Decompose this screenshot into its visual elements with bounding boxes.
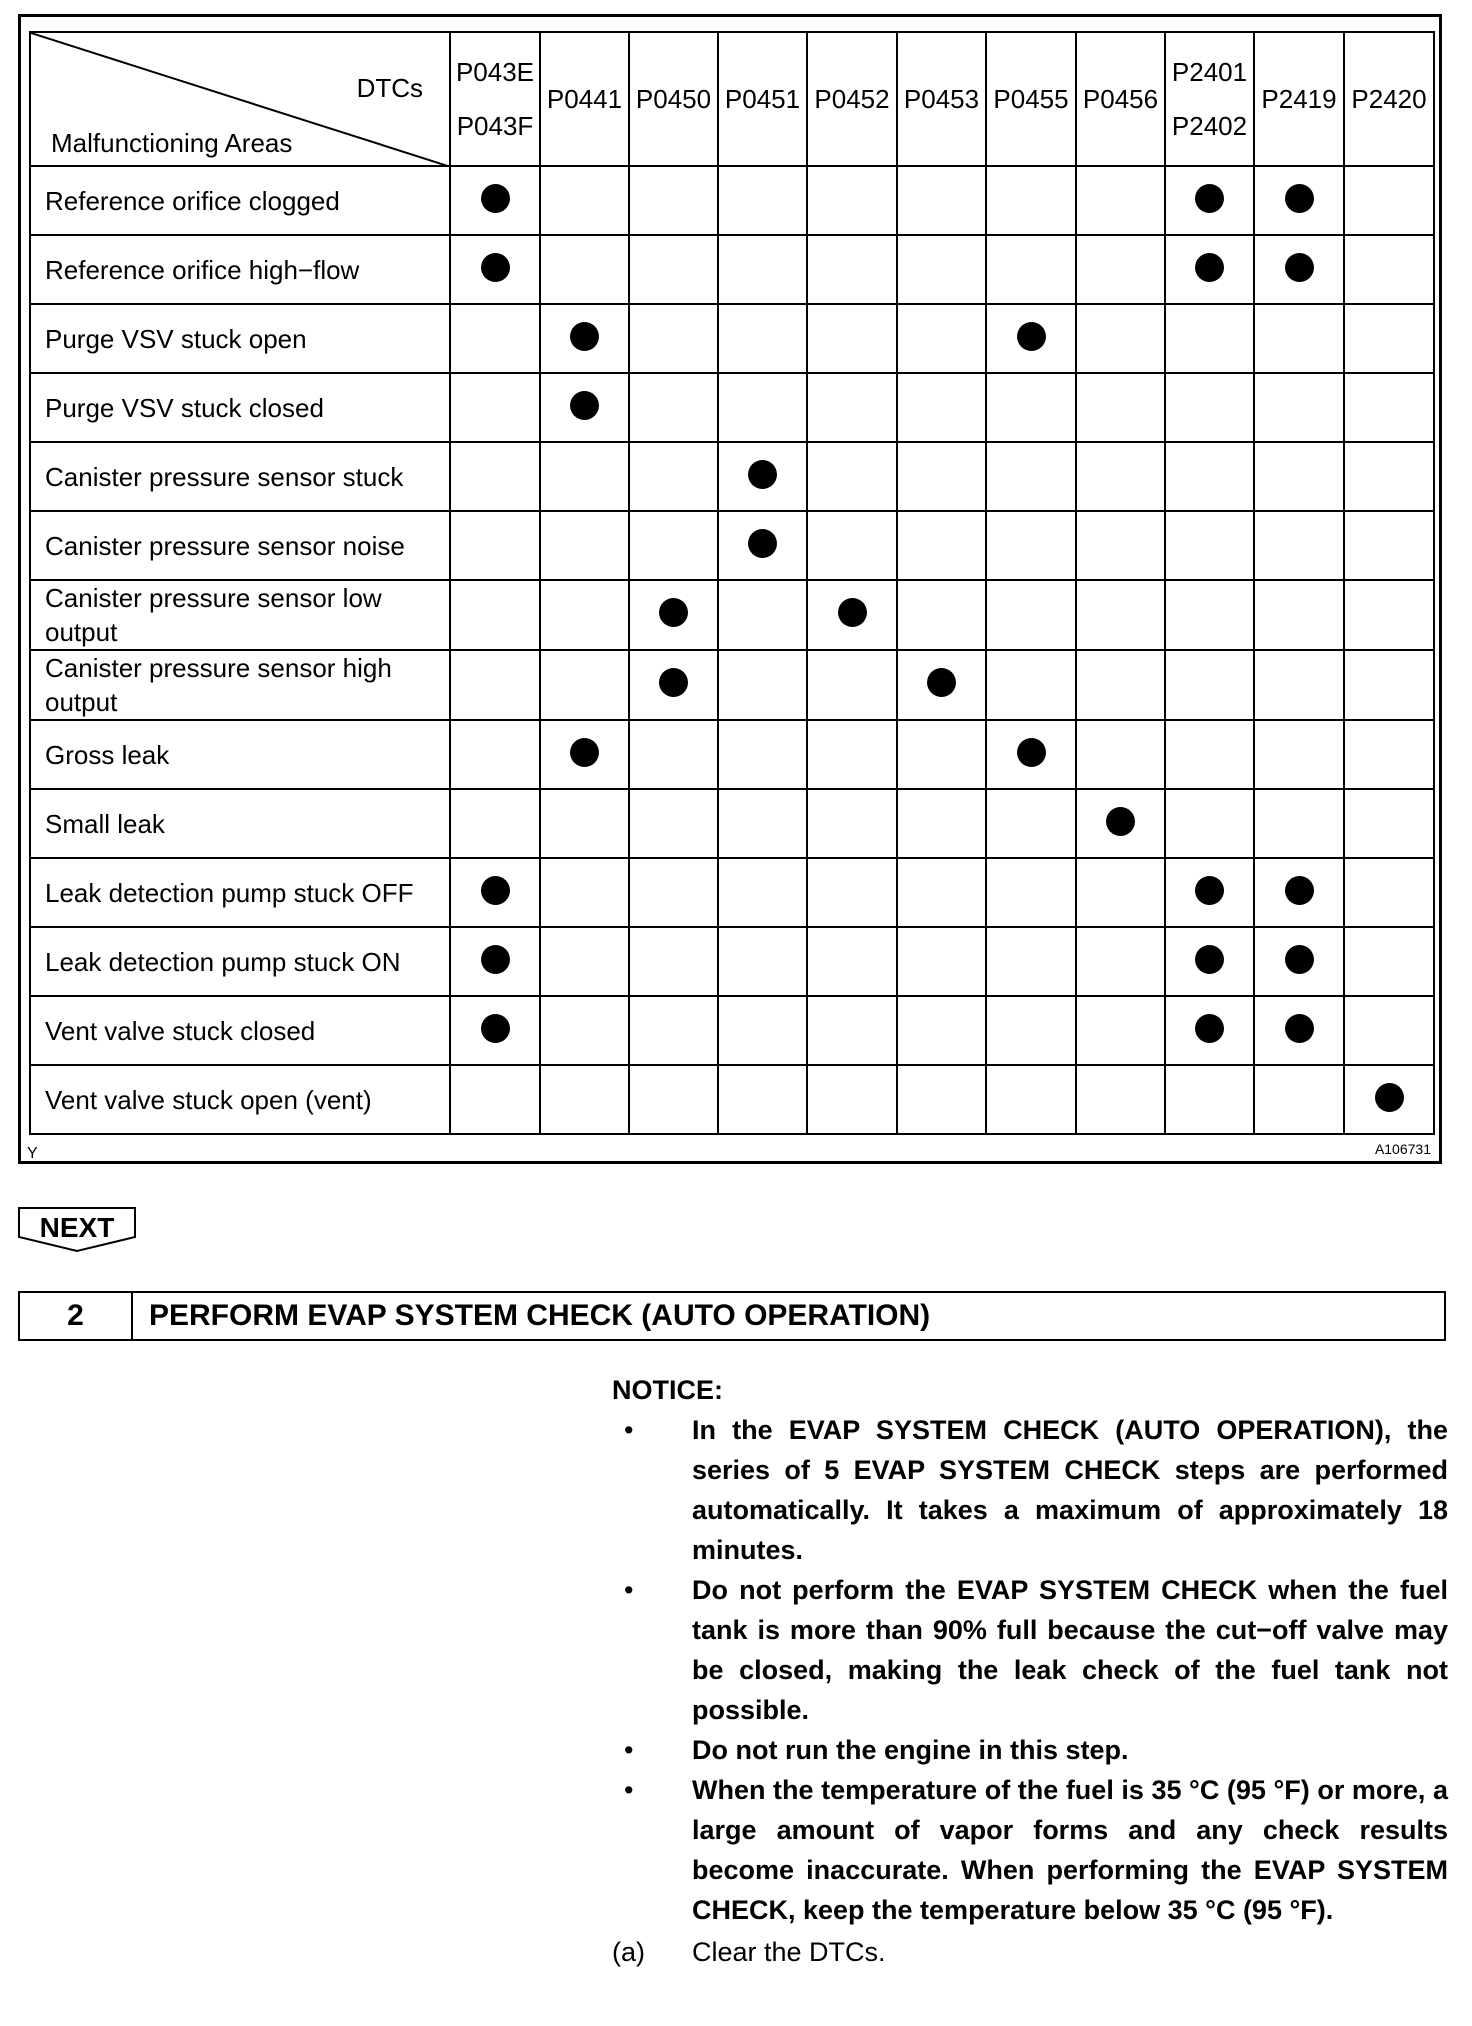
malfunction-area: Small leak — [30, 789, 450, 858]
matrix-cell — [1165, 927, 1254, 996]
matrix-cell — [450, 650, 540, 720]
matrix-cell — [807, 580, 897, 650]
matrix-cell — [629, 1065, 718, 1134]
dtc-matrix-figure — [18, 14, 1442, 1164]
matrix-cell — [1254, 789, 1344, 858]
applicable-dot-icon — [481, 184, 510, 213]
applicable-dot-icon — [1285, 184, 1314, 213]
matrix-cell — [629, 858, 718, 927]
matrix-cell — [718, 789, 807, 858]
matrix-cell — [540, 720, 629, 789]
matrix-cell — [1076, 235, 1165, 304]
matrix-cell — [450, 580, 540, 650]
matrix-cell — [1254, 996, 1344, 1065]
applicable-dot-icon — [1285, 253, 1314, 282]
matrix-cell — [540, 166, 629, 235]
matrix-cell — [1076, 442, 1165, 511]
dtc-column-header — [540, 32, 629, 166]
matrix-cell — [1254, 235, 1344, 304]
matrix-cell — [986, 373, 1076, 442]
figure-id: A106731 — [1374, 1141, 1431, 1157]
matrix-cell — [807, 1065, 897, 1134]
dtc-column-header — [629, 32, 718, 166]
matrix-cell — [540, 927, 629, 996]
matrix-cell — [1165, 789, 1254, 858]
matrix-cell — [986, 650, 1076, 720]
matrix-cell — [718, 166, 807, 235]
dtc-column-header — [897, 32, 986, 166]
matrix-cell — [1344, 373, 1434, 442]
matrix-cell — [1165, 511, 1254, 580]
matrix-cell — [986, 996, 1076, 1065]
matrix-cell — [986, 235, 1076, 304]
matrix-cell — [807, 858, 897, 927]
matrix-cell — [1254, 650, 1344, 720]
matrix-cell — [897, 166, 986, 235]
matrix-cell — [718, 511, 807, 580]
matrix-cell — [629, 720, 718, 789]
matrix-cell — [1254, 1065, 1344, 1134]
matrix-cell — [897, 789, 986, 858]
applicable-dot-icon — [1106, 807, 1135, 836]
malfunction-area: Vent valve stuck open (vent) — [30, 1065, 450, 1134]
step-header — [18, 1291, 1446, 1341]
matrix-cell — [807, 166, 897, 235]
dtc-code: P0452 — [814, 84, 890, 114]
matrix-cell — [718, 650, 807, 720]
dtc-column-header — [986, 32, 1076, 166]
matrix-cell — [807, 996, 897, 1065]
dtc-code: P2401 — [1171, 57, 1248, 87]
notice-item — [612, 1770, 1448, 1930]
matrix-cell — [629, 650, 718, 720]
matrix-cell — [897, 996, 986, 1065]
matrix-cell — [1344, 442, 1434, 511]
bullet-icon: • — [624, 1735, 634, 1765]
dtc-code: P0455 — [993, 84, 1069, 114]
notice-block — [612, 1370, 1448, 1972]
matrix-cell — [540, 996, 629, 1065]
table-row — [30, 166, 1434, 235]
matrix-cell — [807, 511, 897, 580]
matrix-cell — [450, 373, 540, 442]
table-row — [30, 235, 1434, 304]
applicable-dot-icon — [927, 668, 956, 697]
matrix-cell — [1076, 373, 1165, 442]
matrix-cell — [986, 789, 1076, 858]
matrix-cell — [718, 373, 807, 442]
matrix-cell — [450, 996, 540, 1065]
matrix-cell — [629, 235, 718, 304]
matrix-cell — [450, 1065, 540, 1134]
matrix-cell — [540, 511, 629, 580]
matrix-cell — [1254, 304, 1344, 373]
matrix-cell — [1254, 720, 1344, 789]
notice-text: In the EVAP SYSTEM CHECK (AUTO OPERATION), the series of 5 EVAP SYSTEM CHECK steps are performed automatically. It takes a maximum of approximately 18 minutes. — [692, 1415, 1448, 1565]
dtc-code: P0453 — [903, 84, 980, 114]
matrix-cell — [1344, 166, 1434, 235]
matrix-cell — [1076, 789, 1165, 858]
matrix-cell — [1076, 927, 1165, 996]
matrix-cell — [1344, 235, 1434, 304]
applicable-dot-icon — [1285, 1014, 1314, 1043]
applicable-dot-icon — [1017, 322, 1046, 351]
matrix-cell — [1165, 442, 1254, 511]
matrix-cell — [540, 442, 629, 511]
notice-list — [612, 1410, 1448, 1930]
matrix-cell — [897, 511, 986, 580]
matrix-cell — [1344, 858, 1434, 927]
table-row — [30, 304, 1434, 373]
substep-a — [612, 1932, 1448, 1972]
dtc-code: P0450 — [635, 84, 712, 114]
matrix-cell — [986, 442, 1076, 511]
applicable-dot-icon — [481, 876, 510, 905]
figure-corner-label: Y — [27, 1145, 38, 1162]
step-number: 2 — [20, 1293, 133, 1339]
table-row — [30, 720, 1434, 789]
matrix-cell — [718, 442, 807, 511]
matrix-cell — [807, 235, 897, 304]
dtc-code: P0451 — [724, 84, 801, 114]
malfunction-area: Vent valve stuck closed — [30, 996, 450, 1065]
matrix-cell — [1254, 858, 1344, 927]
applicable-dot-icon — [1375, 1083, 1404, 1112]
dtc-column-header — [1254, 32, 1344, 166]
matrix-cell — [897, 304, 986, 373]
malfunction-area: Purge VSV stuck open — [30, 304, 450, 373]
matrix-cell — [1076, 511, 1165, 580]
corner-header — [30, 32, 450, 166]
matrix-cell — [540, 650, 629, 720]
malfunction-area: Canister pressure sensor high output — [30, 650, 450, 720]
matrix-cell — [807, 720, 897, 789]
matrix-cell — [540, 789, 629, 858]
matrix-cell — [1344, 580, 1434, 650]
matrix-cell — [629, 373, 718, 442]
dtc-code: P043E — [455, 57, 535, 87]
table-row — [30, 373, 1434, 442]
matrix-cell — [718, 304, 807, 373]
notice-item — [612, 1570, 1448, 1730]
dtc-code: P0456 — [1082, 84, 1159, 114]
matrix-cell — [540, 235, 629, 304]
applicable-dot-icon — [659, 668, 688, 697]
matrix-cell — [807, 789, 897, 858]
applicable-dot-icon — [1195, 945, 1224, 974]
matrix-cell — [986, 720, 1076, 789]
applicable-dot-icon — [1195, 876, 1224, 905]
matrix-cell — [450, 235, 540, 304]
matrix-cell — [986, 927, 1076, 996]
matrix-cell — [1076, 166, 1165, 235]
matrix-cell — [897, 442, 986, 511]
matrix-cell — [1344, 511, 1434, 580]
substep-label: (a) — [612, 1937, 645, 1967]
applicable-dot-icon — [481, 945, 510, 974]
applicable-dot-icon — [748, 460, 777, 489]
applicable-dot-icon — [748, 529, 777, 558]
table-row — [30, 1065, 1434, 1134]
table-row — [30, 996, 1434, 1065]
applicable-dot-icon — [481, 1014, 510, 1043]
table-row — [30, 650, 1434, 720]
dtc-matrix-table — [29, 31, 1435, 1135]
bullet-icon: • — [624, 1775, 634, 1805]
matrix-cell — [1165, 1065, 1254, 1134]
matrix-cell — [629, 789, 718, 858]
table-row — [30, 442, 1434, 511]
matrix-cell — [1076, 996, 1165, 1065]
table-row — [30, 858, 1434, 927]
matrix-cell — [1254, 442, 1344, 511]
header-row — [30, 32, 1434, 166]
dtc-column-header — [1165, 32, 1254, 166]
matrix-cell — [718, 580, 807, 650]
matrix-cell — [1254, 927, 1344, 996]
matrix-cell — [1076, 720, 1165, 789]
table-row — [30, 580, 1434, 650]
dtc-column-header — [450, 32, 540, 166]
table-row — [30, 927, 1434, 996]
applicable-dot-icon — [838, 598, 867, 627]
matrix-cell — [1344, 927, 1434, 996]
matrix-cell — [629, 996, 718, 1065]
applicable-dot-icon — [1195, 184, 1224, 213]
matrix-cell — [718, 1065, 807, 1134]
dtc-code: P2420 — [1351, 84, 1427, 114]
applicable-dot-icon — [570, 322, 599, 351]
matrix-cell — [629, 927, 718, 996]
malfunction-area: Reference orifice high−flow — [30, 235, 450, 304]
matrix-cell — [540, 858, 629, 927]
matrix-cell — [1076, 304, 1165, 373]
matrix-cell — [540, 304, 629, 373]
matrix-cell — [1076, 1065, 1165, 1134]
notice-text: Do not run the engine in this step. — [692, 1735, 1129, 1765]
malfunction-area: Leak detection pump stuck ON — [30, 927, 450, 996]
matrix-cell — [1165, 858, 1254, 927]
table-row — [30, 789, 1434, 858]
matrix-cell — [1165, 304, 1254, 373]
dtc-code: P2402 — [1171, 111, 1248, 141]
dtc-column-header — [718, 32, 807, 166]
notice-title: NOTICE: — [612, 1375, 723, 1405]
applicable-dot-icon — [1195, 253, 1224, 282]
matrix-cell — [986, 304, 1076, 373]
matrix-cell — [718, 720, 807, 789]
matrix-cell — [897, 720, 986, 789]
matrix-cell — [986, 1065, 1076, 1134]
matrix-cell — [986, 580, 1076, 650]
matrix-cell — [807, 442, 897, 511]
substep-text: Clear the DTCs. — [692, 1937, 886, 1967]
matrix-cell — [450, 304, 540, 373]
matrix-cell — [1076, 650, 1165, 720]
matrix-cell — [1165, 373, 1254, 442]
matrix-cell — [897, 373, 986, 442]
matrix-cell — [807, 304, 897, 373]
matrix-cell — [450, 442, 540, 511]
applicable-dot-icon — [570, 391, 599, 420]
applicable-dot-icon — [659, 598, 688, 627]
bullet-icon: • — [624, 1575, 634, 1605]
matrix-cell — [897, 1065, 986, 1134]
dtc-column-header — [807, 32, 897, 166]
matrix-cell — [807, 373, 897, 442]
matrix-cell — [540, 580, 629, 650]
dtc-column-header — [1344, 32, 1434, 166]
matrix-cell — [718, 996, 807, 1065]
matrix-cell — [629, 304, 718, 373]
matrix-cell — [986, 858, 1076, 927]
next-button[interactable] — [18, 1207, 158, 1253]
matrix-cell — [1165, 996, 1254, 1065]
matrix-cell — [450, 720, 540, 789]
notice-text: When the temperature of the fuel is 35 °C (95 °F) or more, a large amount of vapor forms and any check results become inaccurate. When performing the EVAP SYSTEM CHECK, keep the temperature below 35 °C (95 °F). — [692, 1775, 1448, 1925]
matrix-cell — [450, 511, 540, 580]
applicable-dot-icon — [570, 738, 599, 767]
matrix-cell — [1344, 789, 1434, 858]
matrix-cell — [450, 858, 540, 927]
matrix-cell — [1165, 235, 1254, 304]
matrix-cell — [1344, 720, 1434, 789]
matrix-cell — [450, 789, 540, 858]
matrix-cell — [540, 1065, 629, 1134]
matrix-cell — [897, 927, 986, 996]
applicable-dot-icon — [481, 253, 510, 282]
next-label: NEXT — [39, 1212, 115, 1243]
malfunction-area: Leak detection pump stuck OFF — [30, 858, 450, 927]
matrix-cell — [1076, 580, 1165, 650]
applicable-dot-icon — [1017, 738, 1046, 767]
matrix-cell — [1254, 580, 1344, 650]
matrix-cell — [1254, 373, 1344, 442]
table-row — [30, 511, 1434, 580]
dtcs-header-label: DTCs — [356, 73, 423, 103]
matrix-cell — [897, 858, 986, 927]
matrix-cell — [897, 235, 986, 304]
matrix-cell — [897, 580, 986, 650]
matrix-cell — [986, 511, 1076, 580]
dtc-column-header — [1076, 32, 1165, 166]
matrix-cell — [897, 650, 986, 720]
dtc-code: P043F — [456, 111, 534, 141]
matrix-cell — [718, 858, 807, 927]
matrix-cell — [1165, 650, 1254, 720]
notice-text: Do not perform the EVAP SYSTEM CHECK when the fuel tank is more than 90% full because the cut−off valve may be closed, making the leak check of the fuel tank not possible. — [692, 1575, 1448, 1725]
matrix-cell — [1165, 720, 1254, 789]
matrix-cell — [1165, 166, 1254, 235]
dtc-code: P2419 — [1261, 84, 1337, 114]
matrix-cell — [807, 650, 897, 720]
matrix-cell — [1076, 858, 1165, 927]
matrix-cell — [450, 166, 540, 235]
malfunction-area: Canister pressure sensor low output — [30, 580, 450, 650]
step-title: PERFORM EVAP SYSTEM CHECK (AUTO OPERATION) — [149, 1299, 931, 1332]
malfunction-area: Canister pressure sensor noise — [30, 511, 450, 580]
applicable-dot-icon — [1285, 945, 1314, 974]
areas-header-label: Malfunctioning Areas — [51, 128, 293, 158]
applicable-dot-icon — [1285, 876, 1314, 905]
dtc-code: P0441 — [546, 84, 623, 114]
matrix-cell — [1344, 650, 1434, 720]
matrix-cell — [1165, 580, 1254, 650]
matrix-cell — [629, 580, 718, 650]
matrix-cell — [1344, 996, 1434, 1065]
malfunction-area: Gross leak — [30, 720, 450, 789]
bullet-icon: • — [624, 1415, 634, 1445]
applicable-dot-icon — [1195, 1014, 1224, 1043]
matrix-cell — [1344, 304, 1434, 373]
matrix-cell — [986, 166, 1076, 235]
matrix-cell — [629, 166, 718, 235]
matrix-cell — [1254, 511, 1344, 580]
matrix-cell — [1254, 166, 1344, 235]
malfunction-area: Purge VSV stuck closed — [30, 373, 450, 442]
matrix-cell — [540, 373, 629, 442]
matrix-cell — [718, 927, 807, 996]
matrix-cell — [450, 927, 540, 996]
notice-item — [612, 1730, 1448, 1770]
malfunction-area: Reference orifice clogged — [30, 166, 450, 235]
notice-item — [612, 1410, 1448, 1570]
matrix-cell — [1344, 1065, 1434, 1134]
malfunction-area: Canister pressure sensor stuck — [30, 442, 450, 511]
matrix-cell — [807, 927, 897, 996]
matrix-cell — [629, 442, 718, 511]
matrix-cell — [629, 511, 718, 580]
matrix-cell — [718, 235, 807, 304]
